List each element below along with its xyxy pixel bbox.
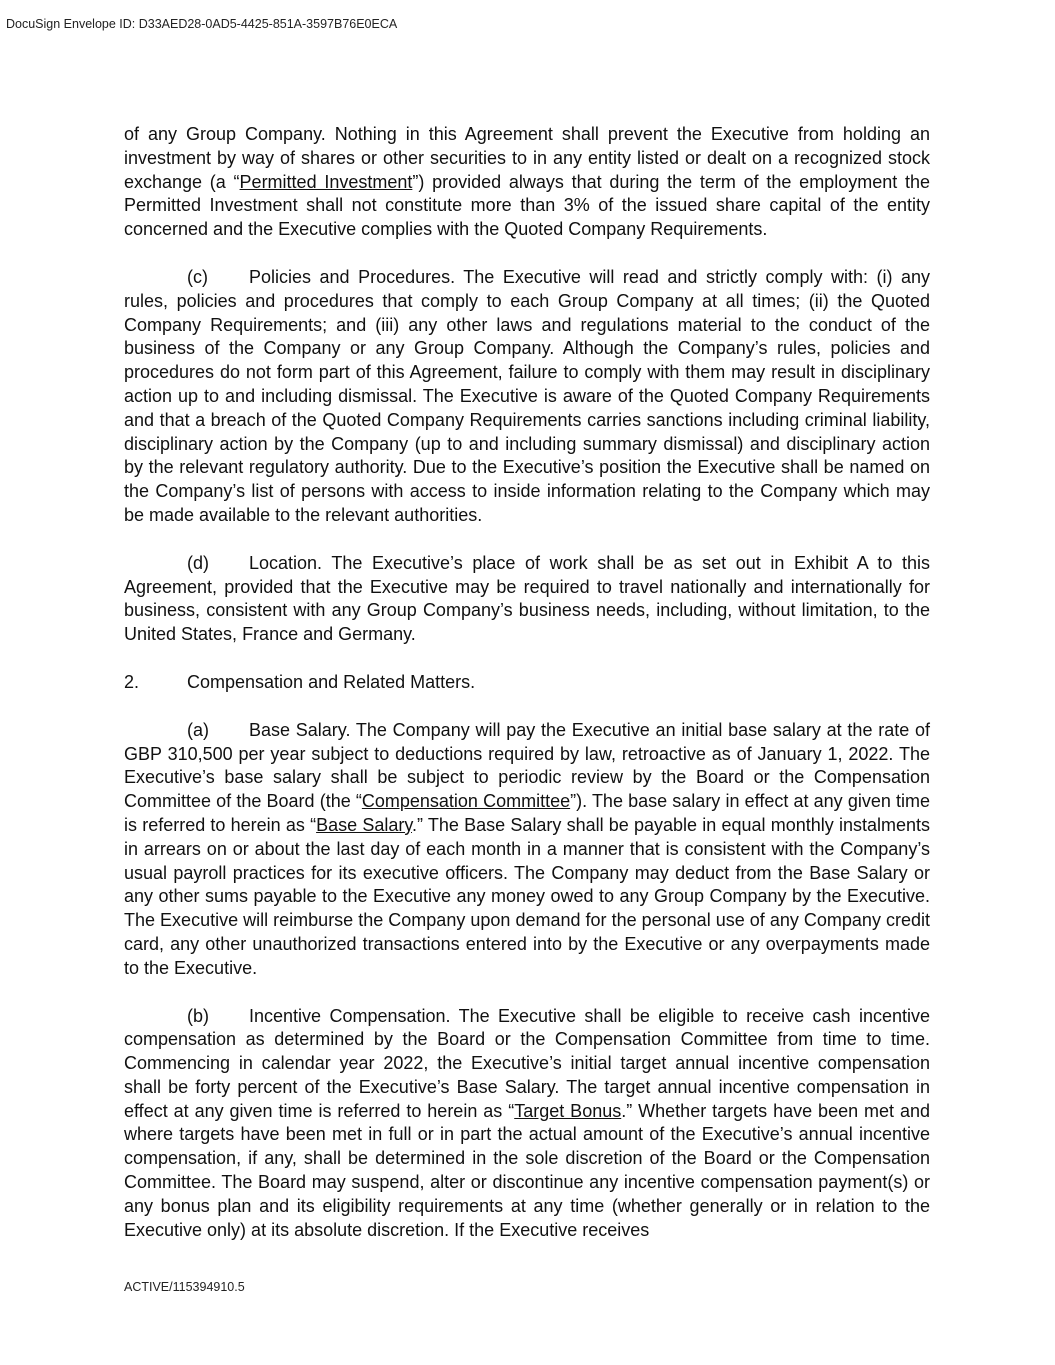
clause-label: (b) bbox=[187, 1005, 209, 1026]
clause-heading: Base Salary. bbox=[249, 719, 351, 740]
paragraph-incentive-compensation: (b) Incentive Compensation. The Executive shall be eligible to receive cash incentive compensation as determined by the Board or the Compensation Committee from time to time. Commencing in calendar year 2022, the Executive’s initial target annual incentive compensation shall be forty percent of the Executive’s Base Salary. The target annual incentive compensation in effect at any given time is referred to herein as “Target Bonus.” Whether targets have been met and where targets have been met in full or in part the actual amount of the Executive’s annual incentive compensation, if any, shall be determined in the sole discretion of the Board or the Compensation Committee. The Board may suspend, alter or discontinue any incentive compensation payment(s) or any bonus plan and its eligibility requirements at any time (whether generally or in relation to the Executive only) at its absolute discretion. If the Executive receives bbox=[124, 1005, 931, 1240]
document-body bbox=[124, 123, 930, 1266]
defined-term-permitted-investment: Permitted Investment bbox=[239, 171, 413, 192]
section-title: Compensation and Related Matters. bbox=[187, 671, 476, 692]
defined-term-target-bonus: Target Bonus bbox=[514, 1100, 622, 1121]
section-heading-compensation bbox=[124, 671, 930, 695]
clause-heading: Incentive Compensation. bbox=[249, 1005, 451, 1026]
paragraph-continuation: of any Group Company. Nothing in this Agreement shall prevent the Executive from holding an investment by way of shares or other securities to in any entity listed or dealt on a recognized stock exchange (a “Permitted Investment”) provided always that during the term of the employment the Permitted Investment shall not constitute more than 3% of the issued share capital of the entity concerned and the Executive complies with the Quoted Company Requirements. bbox=[124, 124, 930, 240]
paragraph-location: (d) Location. The Executive’s place of work shall be as set out in Exhibit A to this Agreement, provided that the Executive may be required to travel nationally and internationally for business, consistent with any Group Company’s business needs, including, without limitation, to the United States, France and Germany. bbox=[124, 552, 930, 645]
clause-label: (a) bbox=[187, 719, 209, 740]
paragraph-base-salary: (a) Base Salary. The Company will pay the Executive an initial base salary at the rate of GBP 310,500 per year subject to deductions required by law, retroactive as of January 1, 2022. The Executive’s base salary shall be subject to periodic review by the Board or the Compensation Committee of the Board (the “Compensation Committee”). The base salary in effect at any given time is referred to herein as “Base Salary.” The Base Salary shall be payable in equal monthly instalments in arrears on or about the last day of each month in a manner that is consistent with the Company’s usual payroll practices for its executive officers. The Company may deduct from the Base Salary or any other sums payable to the Executive any money owed to any Group Company by the Executive. The Executive will reimburse the Company upon demand for the personal use of any Company credit card, any other unauthorized transactions entered into by the Executive or any overpayments made to the Executive. bbox=[124, 719, 931, 978]
clause-heading: Location. bbox=[249, 552, 323, 573]
defined-term-base-salary: Base Salary bbox=[316, 814, 413, 835]
defined-term-compensation-committee: Compensation Committee bbox=[361, 791, 571, 812]
paragraph-policies-and-procedures: (c) Policies and Procedures. The Executive will read and strictly comply with: (i) any rules, policies and procedures that comply to each Group Company at all times; (ii) the Quoted Company Requirements; and (iii) any other laws and regulations material to the conduct of the business of the Company or any Group Company. Although the Company’s rules, policies and procedures do not form part of this Agreement, failure to comply with them may result in disciplinary action up to and including dismissal. The Executive is aware of the Quoted Company Requirements and that a breach of the Quoted Company Requirements carries sanctions including criminal liability, disciplinary action by the Company (up to and including summary dismissal) and disciplinary action by the relevant regulatory authority. Due to the Executive’s position the Executive shall be named on the Company’s list of persons with access to inside information relating to the Company which may be made available to the relevant authorities. bbox=[124, 266, 930, 525]
clause-heading: Policies and Procedures. bbox=[249, 266, 456, 287]
document-footer-id: ACTIVE/115394910.5 bbox=[124, 1280, 245, 1294]
section-number: 2. bbox=[124, 671, 140, 692]
clause-label: (c) bbox=[187, 266, 208, 287]
docusign-envelope-id: DocuSign Envelope ID: D33AED28-0AD5-4425-851A-3597B76E0ECA bbox=[6, 17, 398, 31]
clause-label: (d) bbox=[187, 552, 209, 573]
